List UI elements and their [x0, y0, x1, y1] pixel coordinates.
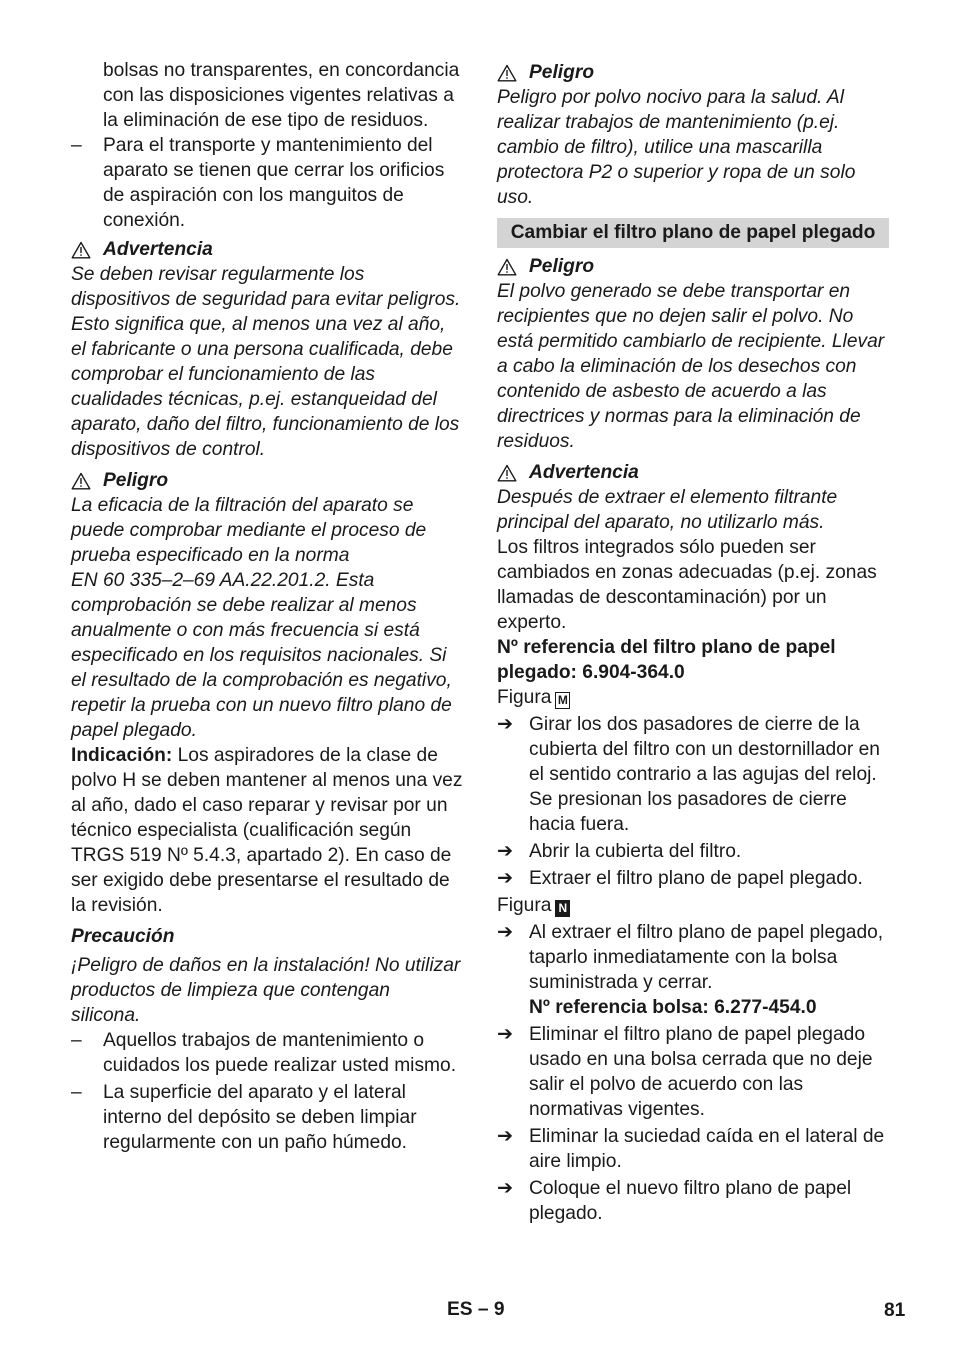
- step-text: Eliminar el filtro plano de papel plegado usado en una bolsa cerrada que no deje salir el polvo de acuerdo con las normativas vigentes.: [529, 1024, 873, 1120]
- danger-text-1: La eficacia de la filtración del aparato se puede comprobar mediante el proceso de prueba especificado en la norma: [71, 495, 427, 566]
- caution-heading: Precaución: [71, 926, 175, 947]
- step-item: [497, 866, 889, 891]
- danger-label: Peligro: [529, 256, 595, 277]
- danger-heading: [497, 254, 889, 279]
- arrow-right-icon: ➔: [497, 868, 514, 889]
- step-text: Eliminar la suciedad caída en el lateral de aire limpio.: [529, 1126, 885, 1172]
- warning-label: Advertencia: [529, 462, 639, 483]
- danger-text: El polvo generado se debe transportar en recipientes que no dejen salir el polvo. No está permitido cambiarlo de recipiente. Llevar a cabo la eliminación de los desechos con contenido de asbesto de acuerdo a las directrices y normas para la eliminación de residuos.: [497, 281, 885, 452]
- step-item: [497, 1124, 889, 1174]
- step-item: [497, 839, 889, 864]
- arrow-right-icon: ➔: [497, 1126, 514, 1147]
- step-text: Extraer el filtro plano de papel plegado.: [529, 868, 863, 889]
- list-item-maintenance: [71, 1028, 463, 1078]
- bag-reference: Nº referencia bolsa: 6.277-454.0: [529, 997, 817, 1018]
- footer-section-page: ES – 9: [447, 1299, 505, 1320]
- warning-heading: [71, 237, 463, 262]
- step-text: Abrir la cubierta del filtro.: [529, 841, 742, 862]
- arrow-right-icon: ➔: [497, 1178, 514, 1199]
- danger-heading: [497, 60, 889, 85]
- filter-reference: Nº referencia del filtro plano de papel plegado: 6.904-364.0: [497, 637, 836, 683]
- list-item-text: Para el transporte y mantenimiento del aparato se tienen que cerrar los orificios de aspiración con los manguitos de conexión.: [103, 135, 445, 231]
- note-label: Indicación:: [71, 745, 173, 766]
- danger-heading: [71, 468, 463, 493]
- figure-reference-m: [497, 685, 889, 710]
- danger-label: Peligro: [529, 62, 595, 83]
- figure-m-badge: M: [555, 692, 570, 709]
- danger-text: Peligro por polvo nocivo para la salud. Al realizar trabajos de mantenimiento (p.ej. cambio de filtro), utilice una mascarilla protectora P2 o superior y ropa de un solo uso.: [497, 87, 856, 208]
- arrow-right-icon: ➔: [497, 841, 514, 862]
- warning-triangle-icon: [497, 64, 517, 82]
- step-text: Girar los dos pasadores de cierre de la cubierta del filtro con un destornillador en el sentido contrario a las agujas del reloj. Se presionan los pasadores de cierre hacia fuera.: [529, 714, 880, 835]
- dash-marker: –: [71, 1082, 82, 1103]
- warning-text: Después de extraer el elemento filtrante principal del aparato, no utilizarlo más.: [497, 487, 838, 533]
- warning-heading: [497, 460, 889, 485]
- step-item: [497, 920, 889, 995]
- note-paragraph: [71, 743, 463, 918]
- warning-triangle-icon: [71, 241, 91, 259]
- step-text: Al extraer el filtro plano de papel plegado, taparlo inmediatamente con la bolsa suministrada y cerrar.: [529, 922, 884, 993]
- step-text: Coloque el nuevo filtro plano de papel plegado.: [529, 1178, 852, 1224]
- step-item: [497, 1022, 889, 1122]
- list-item-cleaning: [71, 1080, 463, 1155]
- warning-text: Se deben revisar regularmente los dispositivos de seguridad para evitar peligros. Esto significa que, al menos una vez al año, el fabricante o una persona cualificada, debe comprobar el funcionamiento de las cualidades técnicas, p.ej. estanqueidad del aparato, daño del filtro, funcionamiento de los dispositivos de control.: [71, 264, 461, 460]
- note-text: Los aspiradores de la clase de polvo H se deben mantener al menos una vez al año, dado el caso reparar y revisar por un técnico especialista (cualificación según TRGS 519 Nº 5.4.3, apartado 2). En caso de ser exigido debe presentarse el resultado de la revisión.: [71, 745, 463, 916]
- step-item: [497, 712, 889, 837]
- figure-reference-n: [497, 893, 889, 918]
- left-column: [71, 58, 463, 1155]
- list-item-text: Aquellos trabajos de mantenimiento o cuidados los puede realizar usted mismo.: [103, 1030, 457, 1076]
- warning-triangle-icon: [71, 472, 91, 490]
- arrow-right-icon: ➔: [497, 1024, 514, 1045]
- figure-n-badge: N: [555, 900, 570, 917]
- step-item: [497, 1176, 889, 1226]
- danger-text-2: EN 60 335–2–69 AA.22.201.2. Esta comprobación se debe realizar al menos anualmente o con más frecuencia si está especificado en los requisitos nacionales. Si el resultado de la comprobación es negativo, repetir la prueba con un nuevo filtro plano de papel plegado.: [71, 570, 452, 741]
- figure-label: Figura: [497, 687, 552, 708]
- intro-continuation: bolsas no transparentes, en concordancia con las disposiciones vigentes relativas a la eliminación de ese tipo de residuos.: [103, 60, 460, 131]
- arrow-right-icon: ➔: [497, 714, 514, 735]
- warning-triangle-icon: [497, 464, 517, 482]
- dash-marker: –: [71, 135, 82, 156]
- footer-page-number: 81: [884, 1300, 906, 1321]
- danger-label: Peligro: [103, 470, 169, 491]
- warning-label: Advertencia: [103, 239, 213, 260]
- warning-triangle-icon: [497, 258, 517, 276]
- dash-marker: –: [71, 1030, 82, 1051]
- filters-text: Los filtros integrados sólo pueden ser cambiados en zonas adecuadas (p.ej. zonas llamadas de descontaminación) por un experto.: [497, 537, 877, 633]
- list-item-transport: [71, 133, 463, 233]
- right-column: [497, 58, 889, 1226]
- caution-text: ¡Peligro de daños en la instalación! No utilizar productos de limpieza que contengan silicona.: [71, 955, 461, 1026]
- figure-label: Figura: [497, 895, 552, 916]
- list-item-text: La superficie del aparato y el lateral interno del depósito se deben limpiar regularmente con un paño húmedo.: [103, 1082, 417, 1153]
- section-title: Cambiar el filtro plano de papel plegado: [497, 218, 889, 248]
- arrow-right-icon: ➔: [497, 922, 514, 943]
